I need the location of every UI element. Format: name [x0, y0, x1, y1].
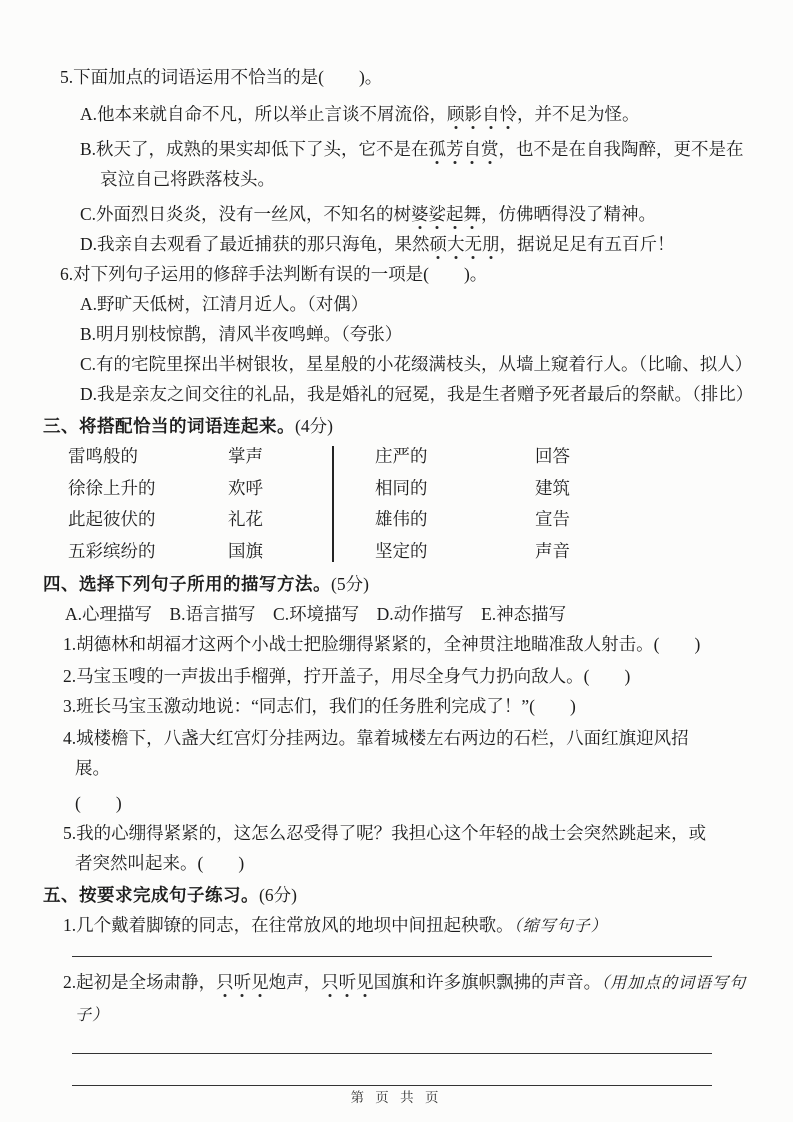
section-5-item-1: 1.几个戴着脚镣的同志，在往常放风的地坝中间扭起秧歌。（缩写句子）	[63, 915, 608, 935]
match-right-adjective[interactable]: 相同的	[375, 477, 428, 498]
question-5-option-d: D.我亲自去观看了最近捕获的那只海龟，果然硕大无朋，据说足足有五百斤！	[80, 234, 675, 254]
match-left-noun[interactable]: 掌声	[228, 446, 263, 466]
section-5-score: (6分)	[259, 885, 297, 905]
emphasized-word: 孤芳自赏	[428, 139, 499, 159]
section-4-item-4-blank: ( )	[75, 793, 122, 813]
match-right-adjective[interactable]: 坚定的	[375, 540, 428, 561]
matching-row	[68, 441, 753, 473]
question-5-option-b: B.秋天了，成熟的果实却低下了头，它不是在孤芳自赏，也不是在自我陶醉，更不是在哀泣自己将跌落枝头。	[80, 139, 744, 189]
section-4-item-3: 3.班长马宝玉激动地说：“同志们，我们的任务胜利完成了！”( )	[63, 696, 576, 716]
match-left-adjective[interactable]: 五彩缤纷的	[68, 540, 156, 561]
exercise-instruction: （缩写句子）	[513, 918, 608, 935]
match-left-noun[interactable]: 礼花	[228, 509, 263, 529]
question-5-option-a: A.他本来就自命不凡，所以举止言谈不屑流俗，顾影自怜，并不足为怪。	[80, 104, 640, 124]
matching-row	[68, 504, 753, 536]
section-4-header: 四、选择下列句子所用的描写方法。(5分)	[43, 574, 369, 594]
section-4-item-4: 4.城楼檐下，八盏大红宫灯分挂两边。靠着城楼左右两边的石栏，八面红旗迎风招展。	[63, 728, 689, 778]
section-4-score: (5分)	[331, 574, 369, 594]
question-6-option-d: D.我是亲友之间交往的礼品，我是婚礼的冠冕，我是生者赠予死者最后的祭献。（排比）	[80, 384, 754, 404]
question-6-option-c: C.有的宅院里探出半树银妆，星星般的小花缀满枝头，从墙上窥着行人。（比喻、拟人）	[80, 354, 753, 374]
matching-row	[68, 473, 753, 505]
match-left-adjective[interactable]: 雷鸣般的	[68, 446, 138, 466]
vertical-divider	[332, 446, 334, 562]
section-3-header: 三、将搭配恰当的词语连起来。(4分)	[43, 416, 333, 436]
emphasized-word: 婆娑起舞	[411, 204, 482, 224]
match-left-adjective[interactable]: 徐徐上升的	[68, 477, 156, 498]
question-6-stem: 6.对下列句子运用的修辞手法判断有误的一项是( )。	[60, 264, 488, 284]
section-5-item-2: 2.起初是全场肃静，只听见炮声，只听见国旗和许多旗帜飘拂的声音。（用加点的词语写句子）	[63, 972, 747, 1024]
match-left-noun[interactable]: 欢呼	[228, 477, 263, 498]
question-5-option-c: C.外面烈日炎炎，没有一丝风，不知名的树婆娑起舞，仿佛晒得没了精神。	[80, 204, 657, 224]
match-left-adjective[interactable]: 此起彼伏的	[68, 509, 156, 529]
question-5-stem: 5.下面加点的词语运用不恰当的是( )。	[60, 67, 383, 87]
section-3-score: (4分)	[295, 416, 333, 436]
answer-line	[72, 956, 712, 957]
match-right-noun[interactable]: 回答	[535, 446, 570, 466]
match-left-noun[interactable]: 国旗	[228, 540, 263, 561]
match-right-adjective[interactable]: 庄严的	[375, 446, 428, 466]
match-right-noun[interactable]: 建筑	[535, 477, 570, 498]
emphasized-word: 只听见	[321, 972, 374, 992]
question-6-option-b: B.明月别枝惊鹊，清风半夜鸣蝉。（夸张）	[80, 324, 403, 344]
section-4-choices: A.心理描写 B.语言描写 C.环境描写 D.动作描写 E.神态描写	[65, 604, 567, 624]
section-4-item-5: 5.我的心绷得紧紧的，这怎么忍受得了呢？我担心这个年轻的战士会突然跳起来，或者突然叫起来。( )	[63, 823, 707, 873]
exercise-instruction: （用加点的词语写句子）	[75, 975, 747, 1024]
section-5-header: 五、按要求完成句子练习。(6分)	[43, 885, 297, 905]
emphasized-word: 顾影自怜	[447, 104, 518, 124]
match-right-adjective[interactable]: 雄伟的	[375, 509, 428, 529]
matching-row	[68, 536, 753, 568]
match-right-noun[interactable]: 宣告	[535, 509, 570, 529]
section-4-item-1: 1.胡德林和胡福才这两个小战士把脸绷得紧紧的，全神贯注地瞄准敌人射击。( )	[63, 634, 701, 654]
question-6-option-a: A.野旷天低树，江清月近人。（对偶）	[80, 294, 369, 314]
emphasized-word: 硕大无朋	[429, 234, 500, 254]
match-right-noun[interactable]: 声音	[535, 540, 570, 561]
page-footer: 第 页 共 页	[350, 1090, 443, 1105]
emphasized-word: 只听见	[216, 972, 269, 992]
matching-table	[68, 441, 753, 567]
section-4-item-2: 2.马宝玉嗖的一声拔出手榴弹，拧开盖子，用尽全身气力扔向敌人。( )	[63, 666, 631, 686]
